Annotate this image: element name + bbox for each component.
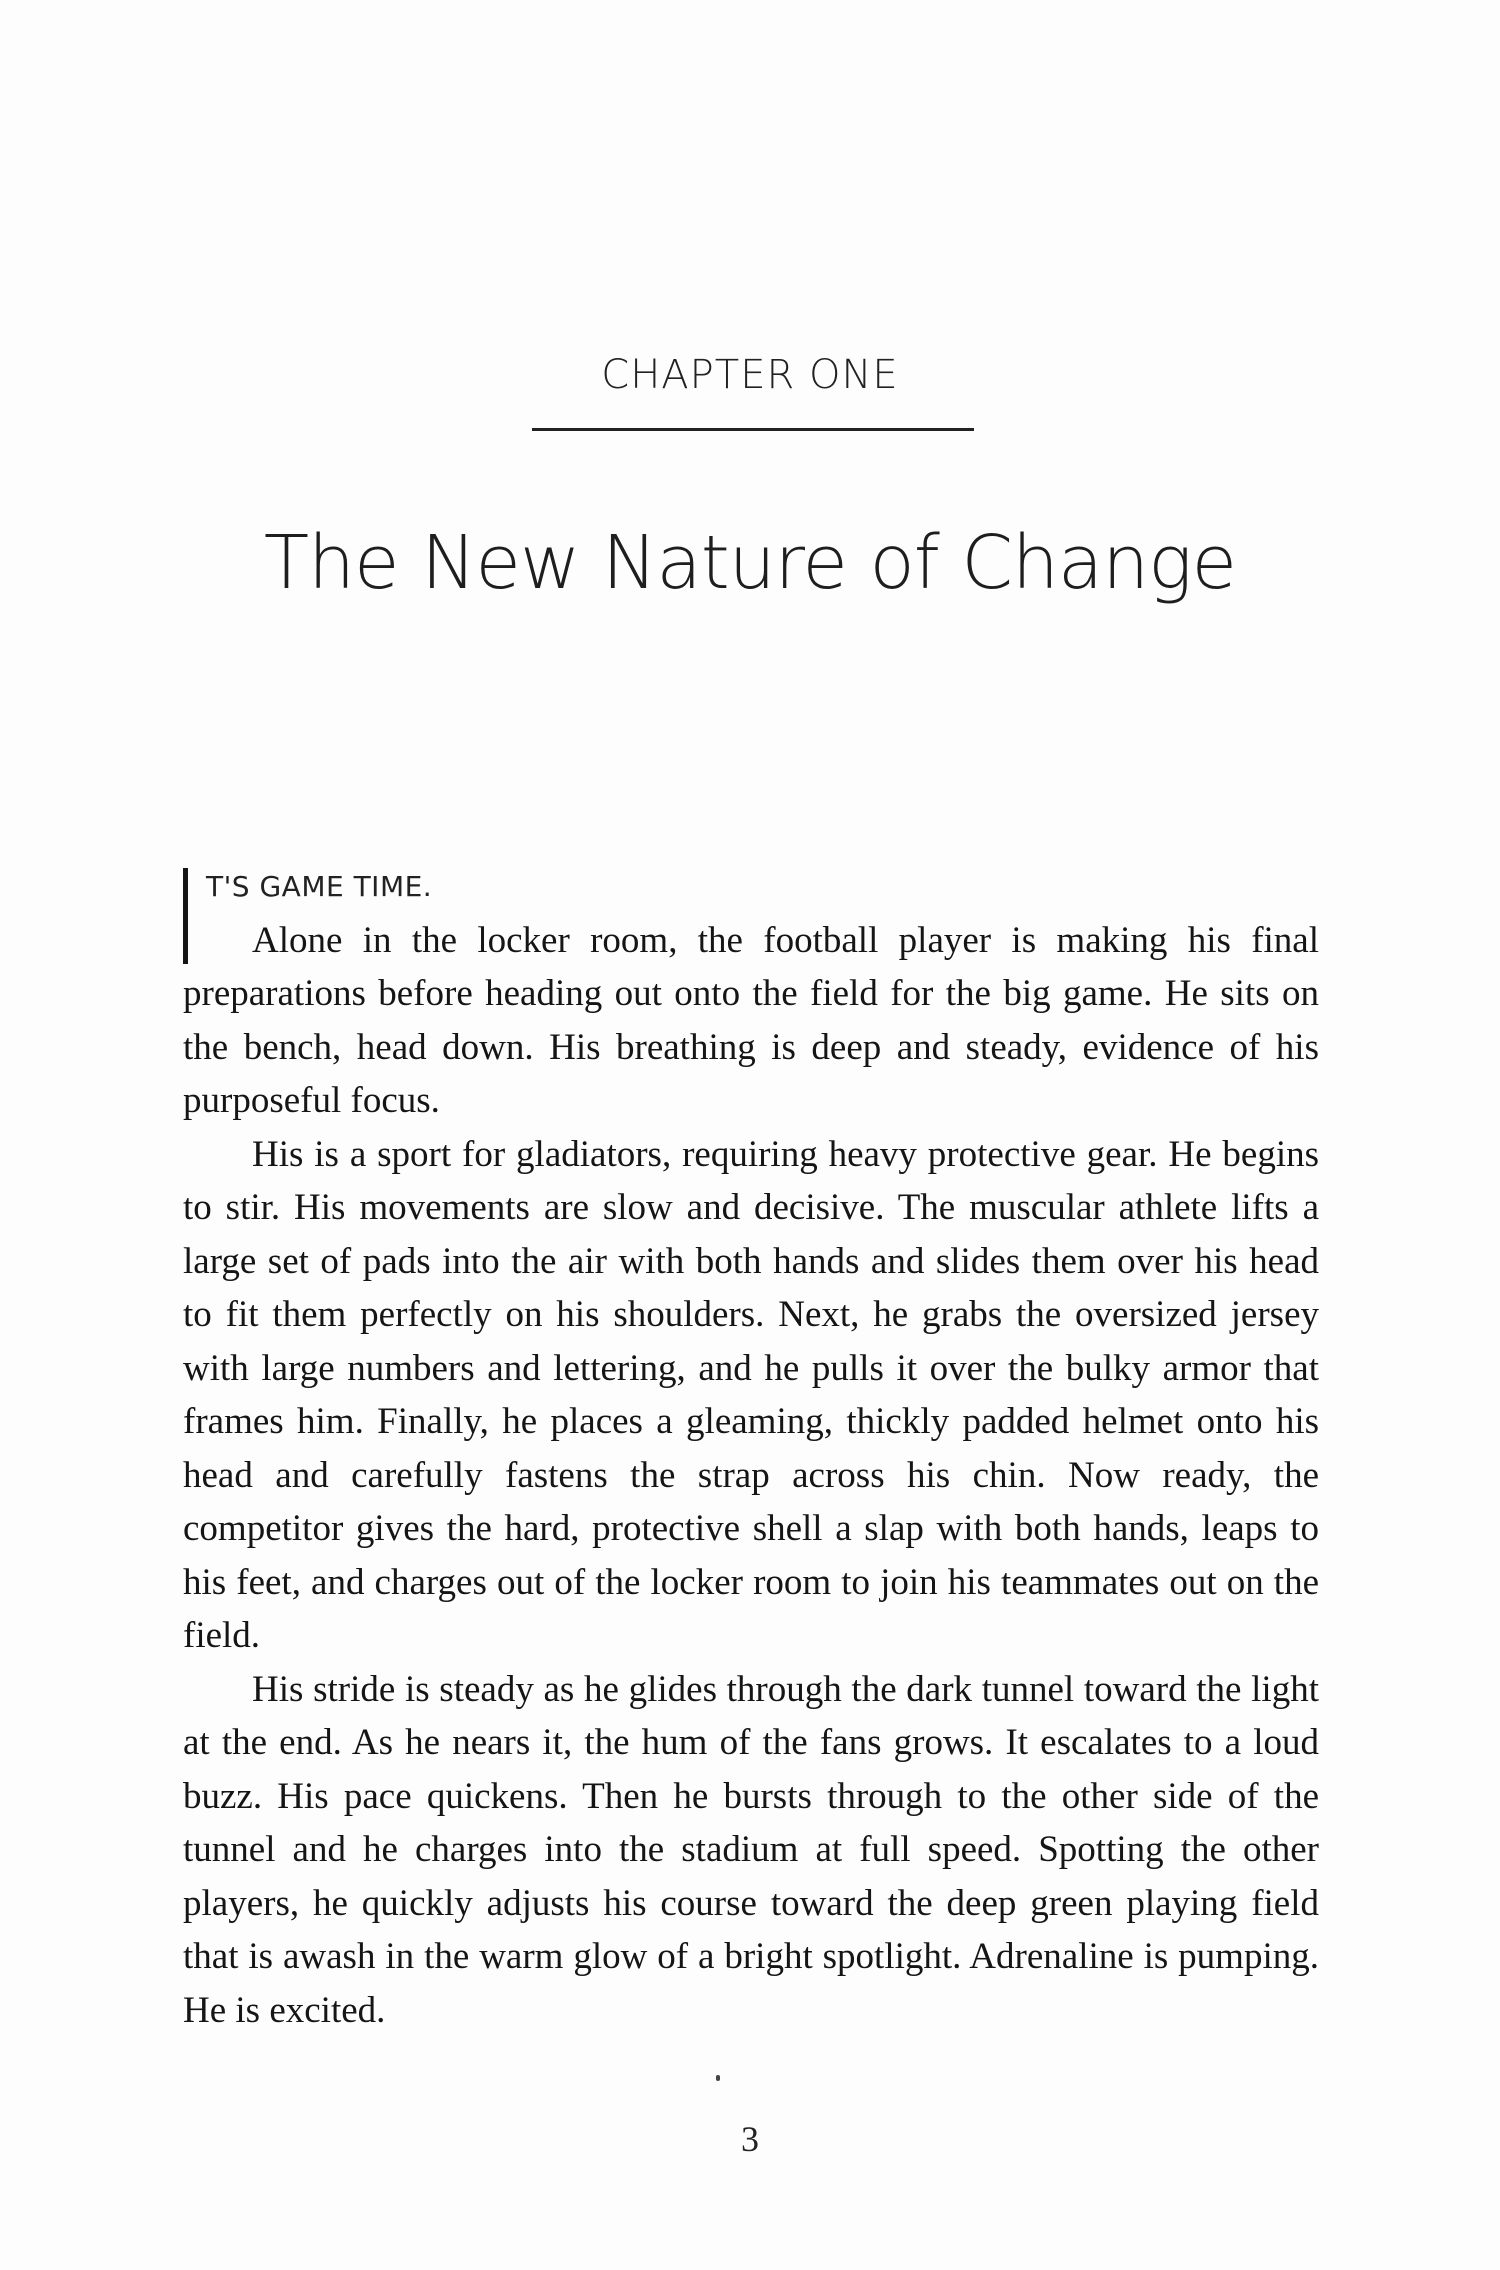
chapter-divider (532, 428, 974, 431)
drop-cap (183, 868, 188, 964)
opening-smallcaps: T'S GAME TIME. (206, 870, 433, 903)
chapter-label: CHAPTER ONE (601, 352, 899, 398)
chapter-title: The New Nature of Change (263, 520, 1237, 606)
opening-line (183, 860, 1319, 914)
body-text (183, 860, 1319, 2037)
page-number: 3 (741, 2119, 759, 2159)
paragraph-3: His stride is steady as he glides through the dark tunnel toward the light at the end. As he nears it, the hum of the fans grows. It escalates to a loud buzz. His pace quickens. Then he bursts through to the other side of the tunnel and he charges into the stadium at full speed. Spotting the other players, he quickly adjusts his course toward the deep green playing field that is awash in the warm glow of a bright spotlight. Adrenaline is pumping. He is excited. (183, 1668, 1319, 2031)
paragraph-1: Alone in the locker room, the football player is making his final preparations before heading out onto the field for the big game. He sits on the bench, head down. His breathing is deep and steady, evidence of his purposeful focus. (183, 919, 1319, 1121)
page-mark (716, 2075, 720, 2081)
paragraph-2: His is a sport for gladiators, requiring heavy protective gear. He begins to stir. His movements are slow and decisive. The muscular athlete lifts a large set of pads into the air with both hands and slides them over his head to fit them perfectly on his shoulders. Next, he grabs the oversized jersey with large numbers and lettering, and he pulls it over the bulky armor that frames him. Finally, he places a gleaming, thickly padded helmet onto his head and carefully fastens the strap across his chin. Now ready, the competitor gives the hard, protective shell a slap with both hands, leaps to his feet, and charges out of the locker room to join his teammates out on the field. (183, 1133, 1319, 1656)
